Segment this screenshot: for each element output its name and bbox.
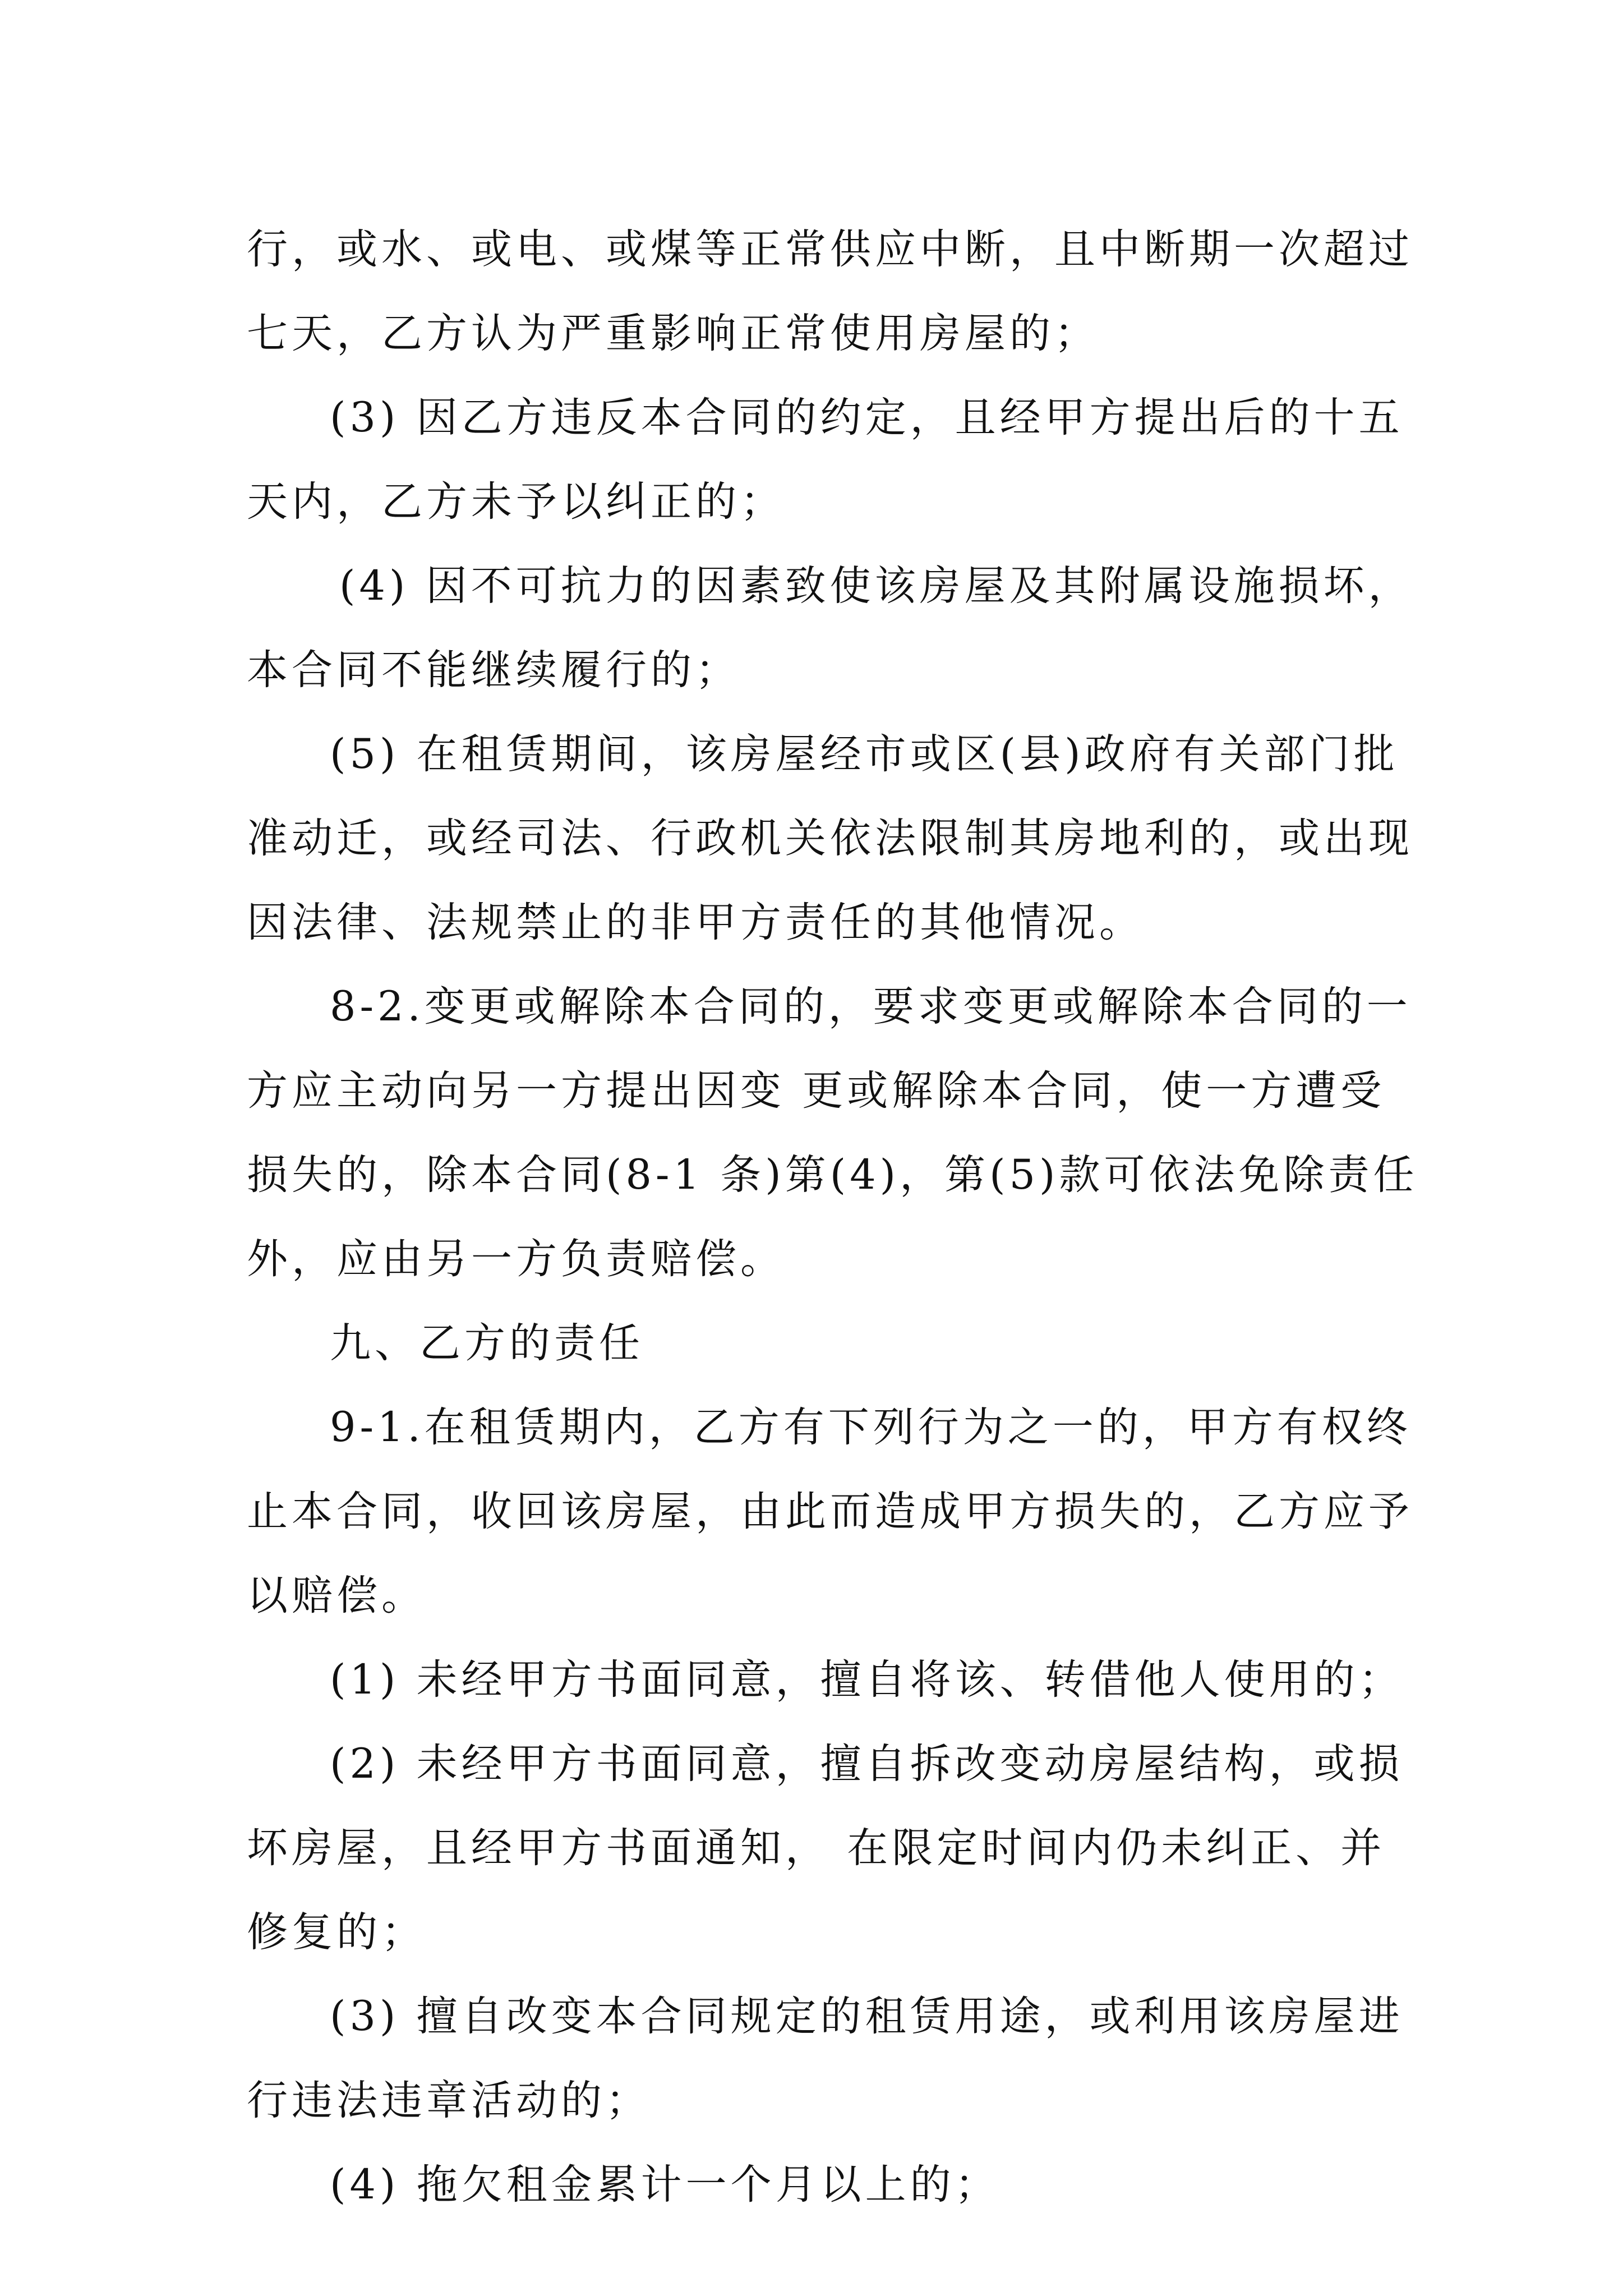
text-line: 损失的，除本合同(8-1 条)第(4)，第(5)款可依法免除责任: [247, 1151, 1418, 1199]
text-line: 七天，乙方认为严重影响正常使用房屋的；: [247, 310, 1099, 357]
text-line: 天内，乙方未予以纠正的；: [247, 478, 785, 526]
text-line: 行，或水、或电、或煤等正常供应中断，且中断期一次超过: [247, 226, 1413, 273]
text-line: 本合同不能继续履行的；: [247, 646, 740, 694]
text-line: 方应主动向另一方提出因变 更或解除本合同，使一方遭受: [247, 1067, 1386, 1115]
clause-item: (3) 因乙方违反本合同的约定，且经甲方提出后的十五: [330, 394, 1404, 441]
clause-item: (1) 未经甲方书面同意，擅自将该、转借他人使用的；: [330, 1656, 1404, 1704]
clause-item: (3) 擅自改变本合同规定的租赁用途，或利用该房屋进: [330, 1993, 1404, 2040]
text-line: 修复的；: [247, 1908, 426, 1956]
section-heading: 九、乙方的责任: [330, 1319, 644, 1367]
clause-item: (4) 因不可抗力的因素致使该房屋及其附属设施损坏，: [339, 562, 1413, 610]
clause-9-1: 9-1.在租赁期内，乙方有下列行为之一的，甲方有权终: [330, 1404, 1412, 1451]
text-line: 外，应由另一方负责赔偿。: [247, 1235, 785, 1283]
clause-8-2: 8-2.变更或解除本合同的，要求变更或解除本合同的一: [330, 983, 1412, 1030]
text-line: 止本合同，收回该房屋，由此而造成甲方损失的，乙方应予: [247, 1488, 1413, 1535]
text-line: 坏房屋，且经甲方书面通知， 在限定时间内仍未纠正、并: [247, 1824, 1386, 1872]
text-line: 行违法违章活动的；: [247, 2077, 651, 2124]
text-line: 因法律、法规禁止的非甲方责任的其他情况。: [247, 899, 1144, 946]
text-line: 准动迁，或经司法、行政机关依法限制其房地利的，或出现: [247, 815, 1413, 862]
clause-item: (4) 拖欠租金累计一个月以上的；: [330, 2161, 1000, 2208]
text-line: 以赔偿。: [247, 1572, 426, 1619]
clause-item: (5) 在租赁期间，该房屋经市或区(县)政府有关部门批: [330, 730, 1399, 778]
document-body: [247, 208, 1418, 2227]
clause-item: (2) 未经甲方书面同意，擅自拆改变动房屋结构，或损: [330, 1740, 1404, 1788]
